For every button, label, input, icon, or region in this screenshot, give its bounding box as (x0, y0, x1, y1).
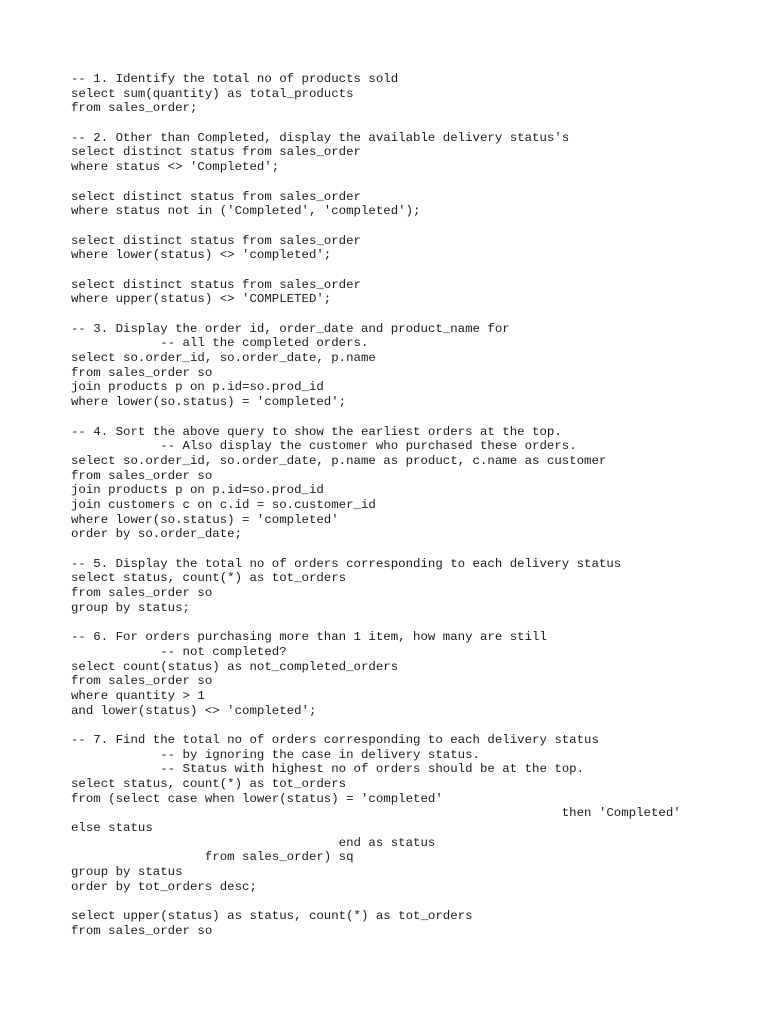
code-line: where upper(status) <> 'COMPLETED'; (71, 292, 332, 307)
code-line: select distinct status from sales_order (71, 145, 361, 160)
code-line: select distinct status from sales_order (71, 233, 361, 248)
code-line: order by tot_orders desc; (71, 879, 257, 894)
code-line (71, 175, 681, 190)
code-line: from (select case when lower(status) = 'completed' (71, 791, 443, 806)
code-line: select sum(quantity) as total_products (71, 86, 354, 101)
code-line: from sales_order so (71, 674, 213, 689)
code-line: select so.order_id, so.order_date, p.name as product, c.name as customer (71, 453, 607, 468)
code-line: order by so.order_date; (71, 527, 243, 542)
code-line: then 'Completed' (71, 806, 681, 821)
code-line: -- 1. Identify the total no of products sold (71, 72, 399, 86)
sql-code-block (71, 72, 681, 939)
code-line: group by status (71, 865, 183, 880)
code-line: -- 7. Find the total no of orders corresponding to each delivery status (71, 732, 599, 747)
code-line: join products p on p.id=so.prod_id (71, 483, 324, 498)
code-line: -- Also display the customer who purchased these orders. (71, 439, 577, 454)
code-line: select distinct status from sales_order (71, 277, 361, 292)
code-line (71, 895, 681, 910)
code-line: -- 6. For orders purchasing more than 1 item, how many are still (71, 630, 547, 645)
code-line: from sales_order; (71, 101, 198, 116)
code-line: where lower(so.status) = 'completed'; (71, 395, 347, 410)
code-line: where quantity > 1 (71, 688, 205, 703)
code-line: select so.order_id, so.order_date, p.name (71, 351, 376, 366)
code-line: from sales_order) sq (71, 850, 354, 865)
code-line: select status, count(*) as tot_orders (71, 571, 347, 586)
code-line: -- Status with highest no of orders should be at the top. (71, 762, 585, 777)
code-line (71, 542, 681, 557)
code-line: where lower(so.status) = 'completed' (71, 512, 339, 527)
code-line: from sales_order so (71, 586, 213, 601)
code-line: from sales_order so (71, 923, 213, 938)
code-line (71, 263, 681, 278)
code-line: join customers c on c.id = so.customer_id (71, 497, 376, 512)
code-line (71, 718, 681, 733)
code-line: -- not completed? (71, 644, 287, 659)
code-line: from sales_order so (71, 468, 213, 483)
code-line: select status, count(*) as tot_orders (71, 777, 347, 791)
code-line: -- 2. Other than Completed, display the available delivery status's (71, 130, 570, 145)
code-line (71, 615, 681, 630)
code-line: end as status (71, 835, 436, 850)
code-line: where status not in ('Completed', 'completed'); (71, 204, 421, 219)
code-line: where lower(status) <> 'completed'; (71, 248, 332, 263)
code-line: from sales_order so (71, 365, 213, 380)
code-line (71, 307, 681, 322)
code-line: -- by ignoring the case in delivery status. (71, 747, 480, 762)
code-line (71, 116, 681, 131)
code-line: join products p on p.id=so.prod_id (71, 380, 324, 395)
code-line: and lower(status) <> 'completed'; (71, 703, 317, 718)
code-line (71, 410, 681, 425)
code-line: -- 4. Sort the above query to show the earliest orders at the top. (71, 424, 562, 439)
code-line: select upper(status) as status, count(*) as tot_orders (71, 909, 473, 924)
code-line: else status (71, 821, 153, 836)
code-line: -- 5. Display the total no of orders corresponding to each delivery status (71, 556, 622, 571)
code-line: select count(status) as not_completed_orders (71, 659, 399, 674)
code-line: -- all the completed orders. (71, 336, 369, 351)
code-line (71, 219, 681, 234)
code-line: group by status; (71, 600, 190, 615)
code-line: select distinct status from sales_order (71, 189, 361, 204)
code-line: -- 3. Display the order id, order_date and product_name for (71, 321, 510, 336)
code-line: where status <> 'Completed'; (71, 160, 280, 175)
